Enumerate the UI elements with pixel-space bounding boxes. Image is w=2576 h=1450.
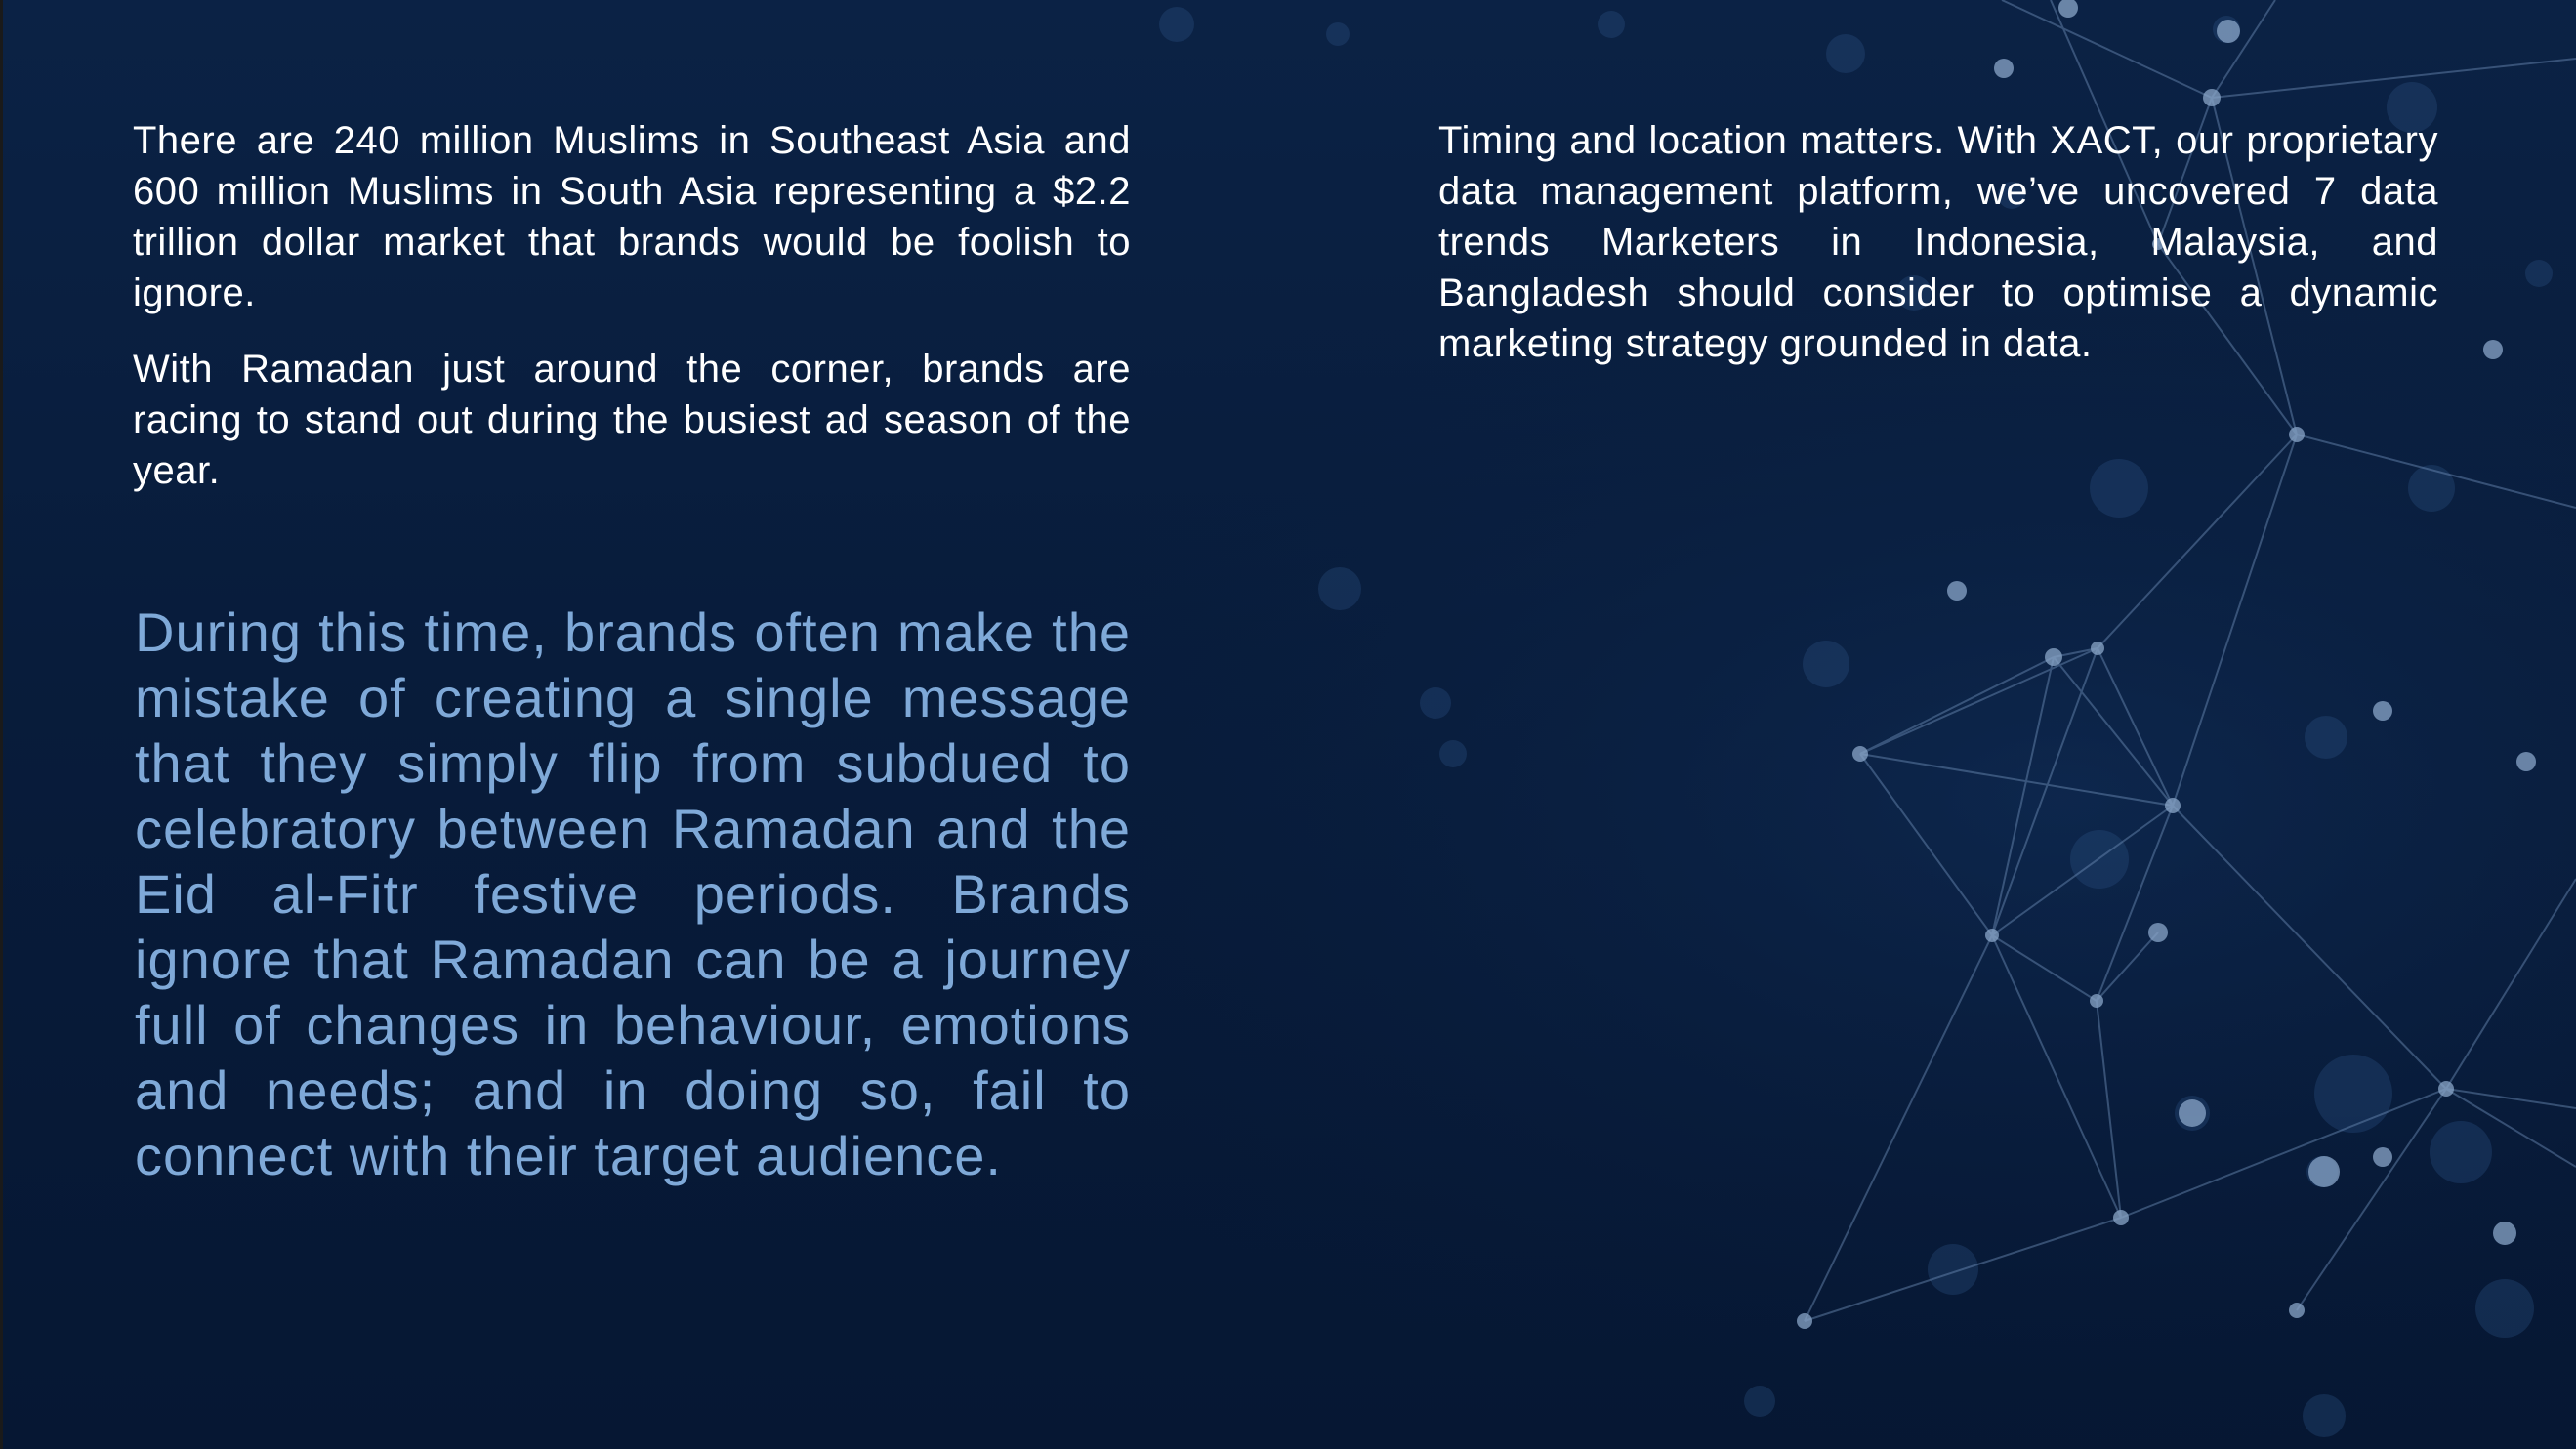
intro-markets-paragraph: There are 240 million Muslims in Southeast Asia and 600 million Muslims in South Asia representing a $2.2 trillion dollar market that brands would be foolish to ignore. [133, 119, 1131, 314]
pull-quote: During this time, brands often make the mistake of creating a single message that they simply flip from subdued to celebratory between Ramadan and the Eid al-Fitr festive periods. Brands ignore that Ramadan can be a journey full of changes in behaviour, emotions and needs; and in doing so, fail to connect with their target audience. [135, 601, 1131, 1186]
left-border [0, 0, 3, 1450]
xact-trends-paragraph: Timing and location matters. With XACT, our proprietary data management platform, we’ve uncovered 7 data trends Marketers in Indonesia, Malaysia, and Bangladesh should consider to optimise a dynamic marketing strategy grounded in data. [1438, 119, 2438, 365]
ramadan-season-paragraph: With Ramadan just around the corner, brands are racing to stand out during the busiest ad season of the year. [133, 348, 1131, 492]
